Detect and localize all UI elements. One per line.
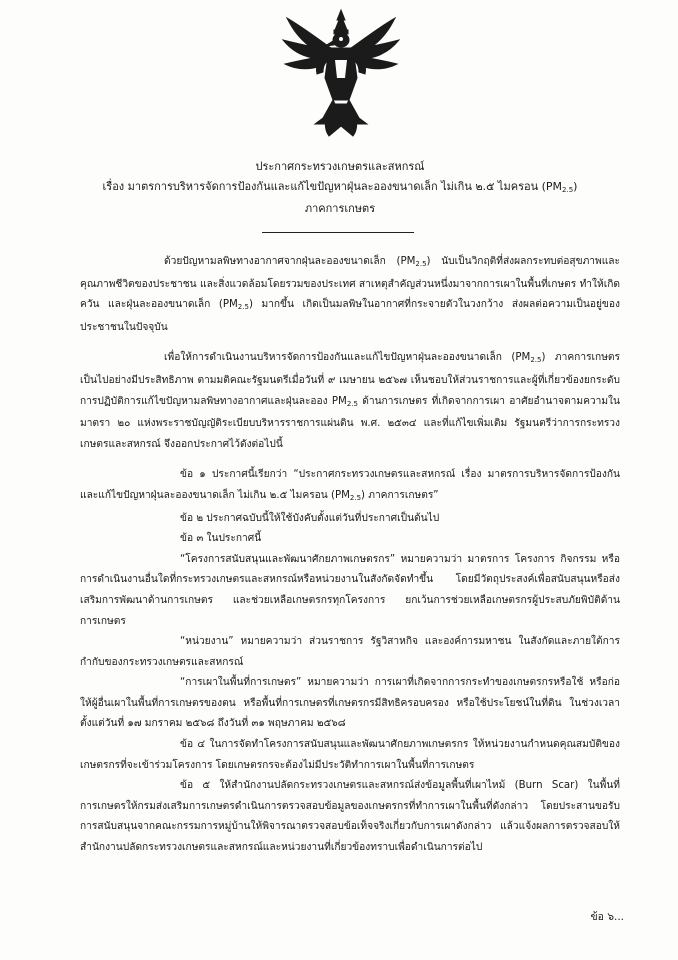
definition-agency: “หน่วยงาน” หมายความว่า ส่วนราชการ รัฐวิสาหกิจ และองค์การมหาชน ในสังกัดและภายใต้การกำกับของกระทรวงเกษตรและสหกรณ์: [80, 636, 620, 668]
clause-4: ข้อ ๔ ในการจัดทำโครงการสนับสนุนและพัฒนาศักยภาพเกษตรกร ให้หน่วยงานกำหนดคุณสมบัติของเกษตรกรที่จะเข้าร่วมโครงการ โดยเกษตรกรจะต้องไม่มีประวัติทำการเผาในพื้นที่การเกษตร: [80, 739, 620, 771]
announcement-sector: ภาคการเกษตร: [304, 202, 376, 215]
clause-3: ข้อ ๓ ในประกาศนี้: [180, 533, 262, 545]
clause-5: ข้อ ๕ ให้สำนักงานปลัดกระทรวงเกษตรและสหกรณ์ส่งข้อมูลพื้นที่เผาไหม้ (Burn Scar) ในพื้นที่การเกษตรให้กรมส่งเสริมการเกษตรดำเนินการตรวจสอบข้อมูลของเกษตรกรที่ทำการเผาในพื้นที่ดังกล่าว โดยประสานขอรับการสนับสนุนจากคณะกรรมการหมู่บ้านให้พิจารณาตรวจสอบข้อเท็จจริงเกี่ยวกับการเผาดังกล่าว แล้วแจ้งผลการตรวจสอบให้สำนักงานปลัดกระทรวงเกษตรและสหกรณ์และหน่วยงานที่เกี่ยวข้องทราบเพื่อดำเนินการต่อไป: [80, 780, 620, 854]
definition-project: “โครงการสนับสนุนและพัฒนาศักยภาพเกษตรกร” หมายความว่า มาตรการ โครงการ กิจกรรม หรือการดำเนินงานอื่นใดที่กระทรวงเกษตรและสหกรณ์หรือหน่วยงานในสังกัดจัดทำขึ้น โดยมีวัตถุประสงค์เพื่อสนับสนุนหรือส่งเสริมการพัฒนาด้านการเกษตร และช่วยเหลือเกษตรกรทุกโครงการ ยกเว้นการช่วยเหลือเกษตรกรผู้ประสบภัยพิบัติด้านการเกษตร: [80, 553, 620, 627]
definition-burning: “การเผาในพื้นที่การเกษตร” หมายความว่า การเผาที่เกิดจากการกระทำของเกษตรกรหรือใช้ หรือก่อให้ผู้อื่นเผาในพื้นที่การเกษตรของตน หรือพื้นที่การเกษตรที่เกษตรกรมีสิทธิครอบครอง หรือใช้ประโยชน์ในที่ดิน ในช่วงเวลาตั้งแต่วันที่ ๑๗ มกราคม ๒๕๖๘ ถึงวันที่ ๓๑ พฤษภาคม ๒๕๖๘: [80, 677, 620, 730]
announcement-subject: เรื่อง มาตรการบริหารจัดการป้องกันและแก้ไขปัญหาฝุ่นละอองขนาดเล็ก ไม่เกิน ๒.๕ ไมครอน $(PM_{2.5})$: [102, 180, 578, 194]
clause-2: ข้อ ๒ ประกาศฉบับนี้ให้ใช้บังคับตั้งแต่วันที่ประกาศเป็นต้นไป: [180, 512, 440, 524]
garuda-emblem-icon: [279, 8, 403, 140]
announcement-title: ประกาศกระทรวงเกษตรและสหกรณ์: [255, 160, 425, 173]
title-divider: [262, 232, 414, 233]
paragraph-intro: ด้วยปัญหามลพิษทางอากาศจากฝุ่นละอองขนาดเล็ก $(PM_{2.5})$ นับเป็นวิกฤติที่ส่งผลกระทบต่อสุขภาพและคุณภาพชีวิตของประชาชน และสิ่งแวดล้อมโดยรวมของประเทศ สาเหตุสำคัญส่วนหนึ่งมาจากการเผาในพื้นที่เกษตร ทำให้เกิดควัน และฝุ่นละอองขนาดเล็ก $(PM_{2.5})$ มากขึ้น เกิดเป็นมลพิษในอากาศที่กระจายตัวในวงกว้าง ส่งผลต่อความเป็นอยู่ของประชาชนในปัจจุบัน: [80, 256, 620, 333]
page-continuation: ข้อ ๖...: [590, 911, 624, 923]
paragraph-purpose: เพื่อให้การดำเนินงานบริหารจัดการป้องกันและแก้ไขปัญหาฝุ่นละอองขนาดเล็ก $(PM_{2.5})$ ภาคการเกษตร เป็นไปอย่างมีประสิทธิภาพ ตามมติคณะรัฐมนตรีเมื่อวันที่ ๙ เมษายน ๒๕๖๗ เห็นชอบให้ส่วนราชการและผู้ที่เกี่ยวข้องยกระดับการปฏิบัติการแก้ไขปัญหามลพิษทางอากาศและฝุ่นละออง $PM_{2.5}$ ด้านการเกษตร ที่เกิดจากการเผา อาศัยอำนาจตามความในมาตรา ๒๐ แห่งพระราชบัญญัติระเบียบบริหารราชการแผ่นดิน พ.ศ. ๒๕๓๔ และที่แก้ไขเพิ่มเติม รัฐมนตรีว่าการกระทรวงเกษตรและสหกรณ์ จึงออกประกาศไว้ดังต่อไปนี้: [80, 352, 620, 450]
clause-1: ข้อ ๑ ประกาศนี้เรียกว่า “ประกาศกระทรวงเกษตรและสหกรณ์ เรื่อง มาตรการบริหารจัดการป้องกันและแก้ไขปัญหาฝุ่นละอองขนาดเล็ก ไม่เกิน ๒.๕ ไมครอน $(PM_{2.5})$ ภาคการเกษตร”: [80, 469, 620, 502]
document-body: [80, 252, 620, 859]
